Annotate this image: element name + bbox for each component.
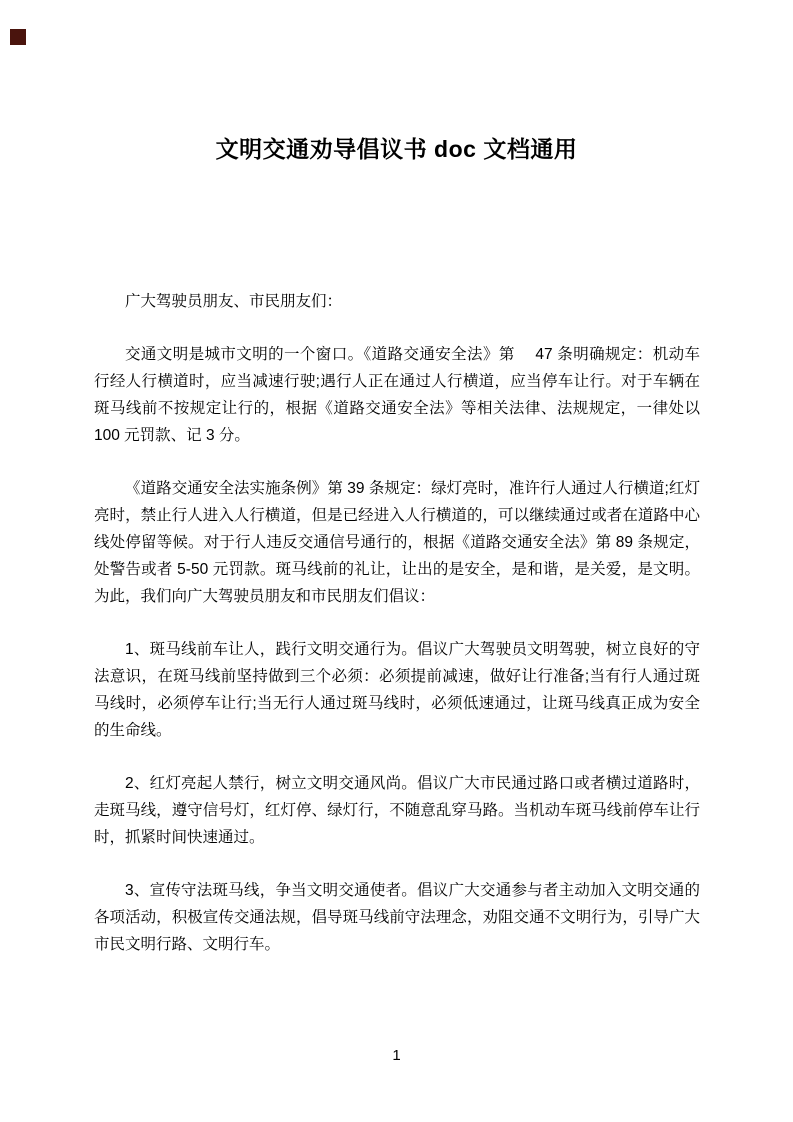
proposal-item-3: 3、宣传守法斑马线，争当文明交通使者。倡议广大交通参与者主动加入文明交通的各项活动，积极宣传交通法规，倡导斑马线前守法理念，劝阻交通不文明行为，引导广大市民文明行路、文明行车。 [94, 881, 700, 953]
page-corner-mark [10, 29, 26, 45]
salutation-line: 广大驾驶员朋友、市民朋友们： [125, 292, 343, 310]
proposal-item-2: 2、红灯亮起人禁行，树立文明交通风尚。倡议广大市民通过路口或者横过道路时，走斑马线，遵守信号灯，红灯停、绿灯行，不随意乱穿马路。当机动车斑马线前停车让行时，抓紧时间快速通过。 [94, 774, 700, 846]
proposal-item-1: 1、斑马线前车让人，践行文明交通行为。倡议广大驾驶员文明驾驶，树立良好的守法意识，在斑马线前坚持做到三个必须：必须提前减速，做好让行准备;当有行人通过斑马线时，必须停车让行;当无行人通过斑马线时，必须低速通过，让斑马线真正成为安全的生命线。 [94, 640, 700, 739]
document-title: 文明交通劝导倡议书 doc 文档通用 [215, 136, 578, 162]
page-number: 1 [392, 1047, 401, 1064]
paragraph-regulation-article39: 《道路交通安全法实施条例》第 39 条规定：绿灯亮时，准许行人通过人行横道;红灯亮时，禁止行人进入人行横道，但是已经进入人行横道的，可以继续通过或者在道路中心线处停留等候。对于行人违反交通信号通行的，根据《道路交通安全法》第 89 条规定，处警告或者 5-50 元罚款。斑马线前的礼让，让出的是安全，是和谐，是关爱，是文明。为此，我们向广大驾驶员朋友和市民朋友们倡议： [94, 479, 700, 605]
document-body [94, 288, 700, 958]
paragraph-intro-law: 交通文明是城市文明的一个窗口。《道路交通安全法》第 47 条明确规定：机动车行经人行横道时，应当减速行驶;遇行人正在通过人行横道，应当停车让行。对于车辆在斑马线前不按规定让行的，根据《道路交通安全法》等相关法律、法规规定，一律处以 100 元罚款、记 3 分。 [94, 345, 700, 444]
